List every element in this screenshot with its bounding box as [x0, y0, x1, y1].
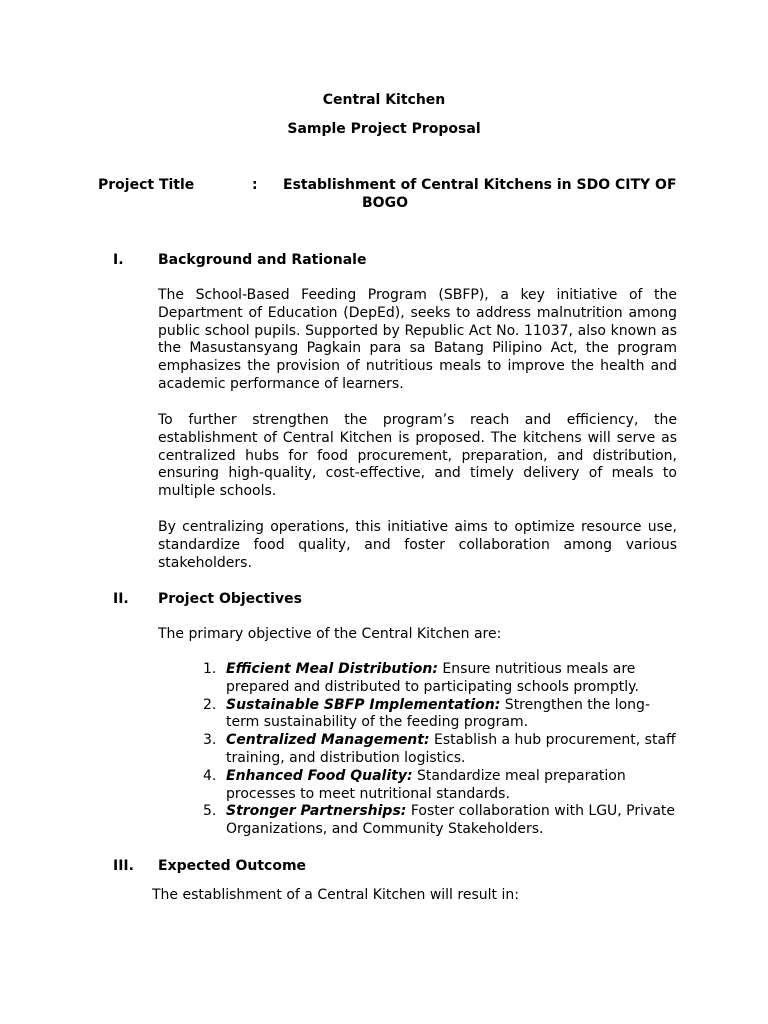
list-item: [203, 768, 683, 804]
list-item-number: 5.: [203, 803, 217, 820]
section-number: III.: [113, 858, 134, 874]
document-subtitle: Sample Project Proposal: [287, 121, 481, 137]
list-item: [203, 661, 683, 697]
list-item: [203, 803, 683, 839]
outcome-intro: The establishment of a Central Kitchen will result in:: [152, 887, 519, 903]
list-item: [203, 732, 683, 768]
list-item-text: Establish a hub procurement, staff training, and distribution logistics.: [226, 732, 676, 766]
project-title-label: Project Title: [98, 177, 195, 193]
section-heading: Expected Outcome: [158, 858, 307, 874]
list-item-text: Ensure nutritious meals are prepared and distributed to participating schools promptly.: [226, 661, 639, 695]
section-number: I.: [113, 252, 124, 268]
paragraph: The School-Based Feeding Program (SBFP), a key initiative of the Department of Education (DepEd), seeks to address malnutrition among public school pupils. Supported by Republic Act No. 11037, also known as the Masustansyang Pagkain para sa Batang Pilipino Act, the program emphasizes the provision of nutritious meals to improve the health and academic performance of learners.: [158, 287, 677, 392]
section-heading: Background and Rationale: [158, 252, 367, 268]
objectives-intro: The primary objective of the Central Kitchen are:: [158, 626, 502, 642]
objectives-list: [203, 661, 683, 839]
list-item-lead: Stronger Partnerships:: [226, 803, 407, 820]
section-heading: Project Objectives: [158, 591, 302, 607]
list-item-text: Standardize meal preparation processes to meet nutritional standards.: [226, 767, 626, 802]
list-item-number: 3.: [203, 732, 217, 749]
project-title-line2: BOGO: [362, 195, 408, 211]
list-item-lead: Sustainable SBFP Implementation:: [226, 696, 501, 713]
list-item-lead: Centralized Management:: [226, 732, 430, 749]
project-title-line1: Establishment of Central Kitchens in SDO CITY OF: [283, 177, 677, 193]
list-item: [203, 697, 683, 733]
list-item-lead: Enhanced Food Quality:: [226, 767, 413, 784]
list-item-number: 4.: [203, 767, 217, 784]
paragraph: By centralizing operations, this initiative aims to optimize resource use, standardize food quality, and foster collaboration among various stakeholders.: [158, 519, 677, 571]
list-item-text: Foster collaboration with LGU, Private Organizations, and Community Stakeholders.: [226, 803, 675, 838]
list-item-number: 1.: [203, 661, 217, 677]
document-title: Central Kitchen: [322, 92, 446, 108]
list-item-lead: Efficient Meal Distribution:: [226, 661, 438, 677]
list-item-text: Strengthen the long-term sustainability of the feeding program.: [226, 696, 650, 731]
section-number: II.: [113, 591, 129, 607]
list-item-number: 2.: [203, 696, 217, 713]
project-title-separator: :: [252, 177, 258, 193]
paragraph: To further strengthen the program’s reach and efficiency, the establishment of Central Kitchen is proposed. The kitchens will serve as centralized hubs for food procurement, preparation, and distribution, ensuring high-quality, cost-effective, and timely delivery of meals to multiple schools.: [158, 412, 677, 500]
